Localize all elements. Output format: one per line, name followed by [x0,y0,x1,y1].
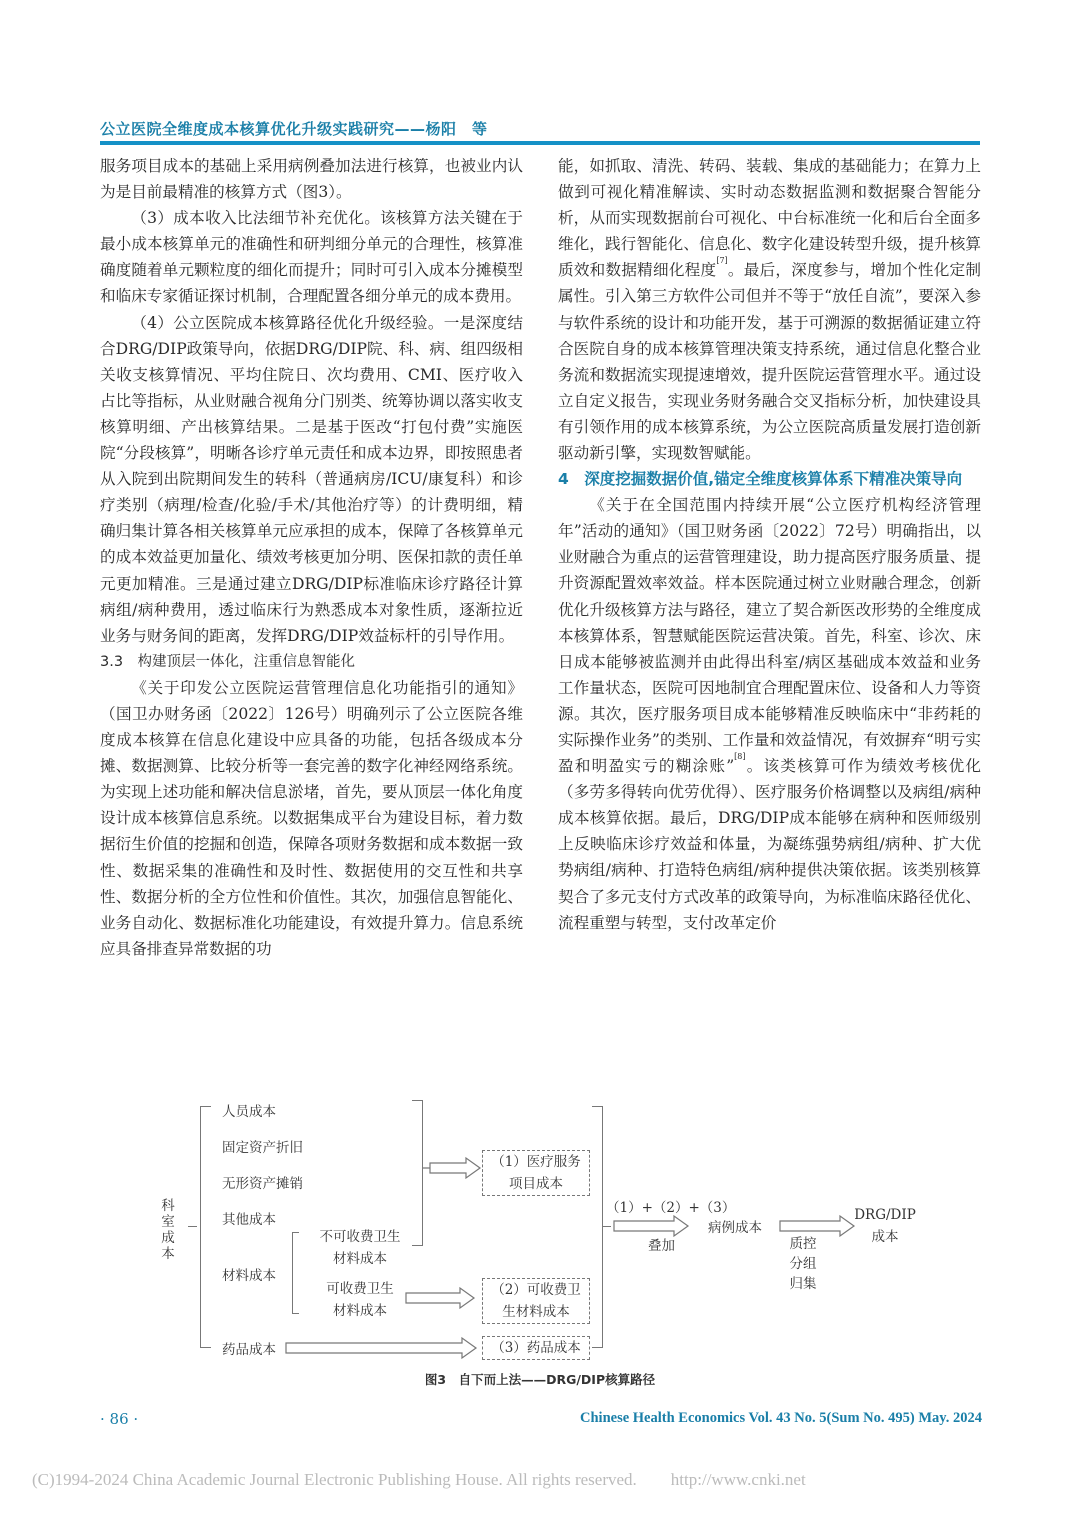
stack-label: 叠加 [648,1238,675,1254]
left-brace [200,1106,211,1348]
paragraph: 服务项目成本的基础上采用病例叠加法进行核算，也被业内认为是目前最精准的核算方式（图3）。 [100,157,523,202]
item-other: 其他成本 [222,1212,276,1228]
box-drug-cost: （3）药品成本 [482,1336,590,1360]
box-medical-service-cost [482,1150,590,1196]
running-title: 公立医院全维度成本核算优化升级实践研究——杨阳 等 [100,120,488,138]
text-line: DRG/DIP [854,1207,916,1223]
arrow-right-icon [284,1336,478,1360]
citation-8[interactable]: [8] [734,752,746,762]
arrow-right-icon [422,1156,482,1180]
text-line: 分组 [789,1256,817,1272]
box-chargeable-material-cost [482,1278,590,1324]
paragraph: 《关于印发公立医院运营管理信息化功能指引的通知》（国卫办财务函〔2022〕126号）明确列示了公立医院各维度成本核算在信息化建设中应具备的功能，包括各级成本分摊、数据测算、比较分析等一套完善的数字化神经网络系统。为实现上述功能和解决信息淤堵，首先，要从顶层一体化角度设计成本核算信息系统。以数据集成平台为建设目标，着力数据衍生价值的挖掘和创造，保障各项财务数据和成本数据一致性、数据采集的准确性和及时性、数据使用的交互性和共享性、数据分析的全方位性和价值性。其次，加强信息智能化、业务自动化、数据标准化功能建设，有效提升算力。信息系统应具备排查异常数据的功 [100,678,523,958]
item-material: 材料成本 [222,1268,276,1284]
text-line: 材料成本 [333,1251,387,1267]
material-brace [292,1232,299,1314]
text-line: 项目成本 [509,1176,563,1192]
journal-info: Chinese Health Economics Vol. 43 No. 5(Sum No. 495) May. 2024 [580,1410,982,1426]
text-line: （2）可收费卫 [491,1282,581,1298]
figure-caption: 图3 自下而上法——DRG/DIP核算路径 [424,1372,656,1387]
sum-brace-tip [602,1226,611,1227]
text-line: 归集 [789,1276,817,1292]
left-column [100,153,523,962]
paragraph [558,153,981,466]
text-span: 。该类核算可作为绩效考核优化（多劳多得转向优劳优得）、医疗服务价格调整以及病组/病种成本核算依据。最后，DRG/DIP成本能够在病种和医师级别上反映临床诊疗效益和体量，为凝练强势病组/病种、扩大优势病组/病种、打造特色病组/病种提供决策依据。该类别核算契合了多元支付方式改革的政策导向，为标准临床路径优化、流程重塑与转型，支付改革定价 [558,757,981,932]
header-rule [100,141,980,145]
text-line: 生材料成本 [502,1304,570,1320]
text-line: 不可收费卫生 [319,1229,401,1245]
process-label [786,1234,820,1294]
right-column [558,153,981,936]
drg-dip-cost [850,1204,920,1248]
chargeable-material [310,1278,410,1322]
citation-7[interactable]: [7] [716,256,728,266]
item-personnel: 人员成本 [222,1104,276,1120]
sum-label: （1）+（2）+（3） [606,1200,736,1216]
text-line: 材料成本 [333,1303,387,1319]
page-number: · 86 · [100,1410,139,1428]
item-fixed-asset: 固定资产折旧 [222,1140,303,1156]
paragraph: （4）公立医院成本核算路径优化升级经验。一是深度结合DRG/DIP政策导向，依据DRG/DIP院、科、病、组四级相关收支核算情况、平均住院日、次均费用、CMI、医疗收入占比等指标，从业财融合视角分门别类、统筹协调以落实收支核算明细、产出核算结果。二是基于医改“打包付费”实施医院“分段核算”，明晰各诊疗单元责任和成本边界，即按照患者从入院到出院期间发生的转科（普通病房/ICU/康复科）和诊疗类别（病理/检查/化验/手术/其他治疗等）的计费明细，精确归集计算各相关核算单元应承担的成本，保障了各核算单元的成本效益更加量化、绩效考核更加分明、医保扣款的责任单元更加精准。三是通过建立DRG/DIP标准临床诊疗路径计算病组/病种费用，透过临床行为熟悉成本对象性质，逐渐拉近业务与财务间的距离，发挥DRG/DIP效益标杆的引导作用。 [100,313,523,645]
paragraph [558,492,981,936]
section-heading: 4 深度挖掘数据价值,锚定全维度核算体系下精准决策导向 [558,470,963,489]
text-line: 成本 [871,1229,899,1245]
text-span: 。最后，深度参与，增加个性化定制属性。引入第三方软件公司但并不等于“放任自流”，要深入参与软件系统的设计和功能开发，基于可溯源的数据循证建立符合医院自身的成本核算管理决策支持系统，通过信息化整合业务流和数据流实现提速增效，提升医院运营管理水平。通过设立自定义报告，实现业务财务融合交叉指标分析，加快建设具有引领作用的成本核算系统，为公立医院高质量发展打造创新驱动新引擎，实现数智赋能。 [558,261,981,463]
copyright-watermark: (C)1994-2024 China Academic Journal Electronic Publishing House. All rights reserved. http://www.cnki.net [32,1470,806,1489]
case-cost: 病例成本 [708,1220,762,1236]
item-intangible: 无形资产摊销 [222,1176,303,1192]
text-span: 能，如抓取、清洗、转码、装载、集成的基础能力；在算力上做到可视化精准解读、实时动态数据监测和数据聚合智能分析，从而实现数据前台可视化、中台标准统一化和后台全面多维化，践行智能化、信息化、数字化建设转型升级，提升核算质效和数据精细化程度 [558,157,981,280]
figure-3-diagram [150,1090,950,1370]
text-span: 《关于在全国范围内持续开展“公立医疗机构经济管理年”活动的通知》（国卫财务函〔2022〕72号）明确指出，以业财融合为重点的运营管理建设，助力提高医疗服务质量、提升资源配置效率效益。样本医院通过树立业财融合理念，创新优化升级核算方法与路径，建立了契合新医改形势的全维度成本核算体系，智慧赋能医院运营决策。首先，科室、诊次、床日成本能够被监测并由此得出科室/病区基础成本效益和业务工作量状态，医院可因地制宜合理配置床位、设备和人力等资源。其次，医疗服务项目成本能够精准反映临床中“非药耗的实际操作业务”的类别、工作量和效益情况，有效摒弃“明亏实盈和明盈实亏的糊涂账” [558,496,981,776]
root-label: 科室成本 [161,1198,175,1262]
paragraph: （3）成本收入比法细节补充优化。该核算方法关键在于最小成本核算单元的准确性和研判细分单元的合理性，核算准确度随着单元颗粒度的细化而提升；同时可引入成本分摊模型和临床专家循证探讨机制，合理配置各细分单元的成本费用。 [100,209,523,306]
text-line: 可收费卫生 [326,1281,394,1297]
text-line: 质控 [789,1236,817,1252]
arrow-right-icon [404,1286,476,1310]
non-chargeable-material [310,1226,410,1270]
subsection-heading: 3.3 构建顶层一体化，注重信息智能化 [100,653,356,670]
text-line: （1）医疗服务 [491,1154,581,1170]
item-drug: 药品成本 [222,1342,276,1358]
left-brace-tip [188,1226,197,1227]
